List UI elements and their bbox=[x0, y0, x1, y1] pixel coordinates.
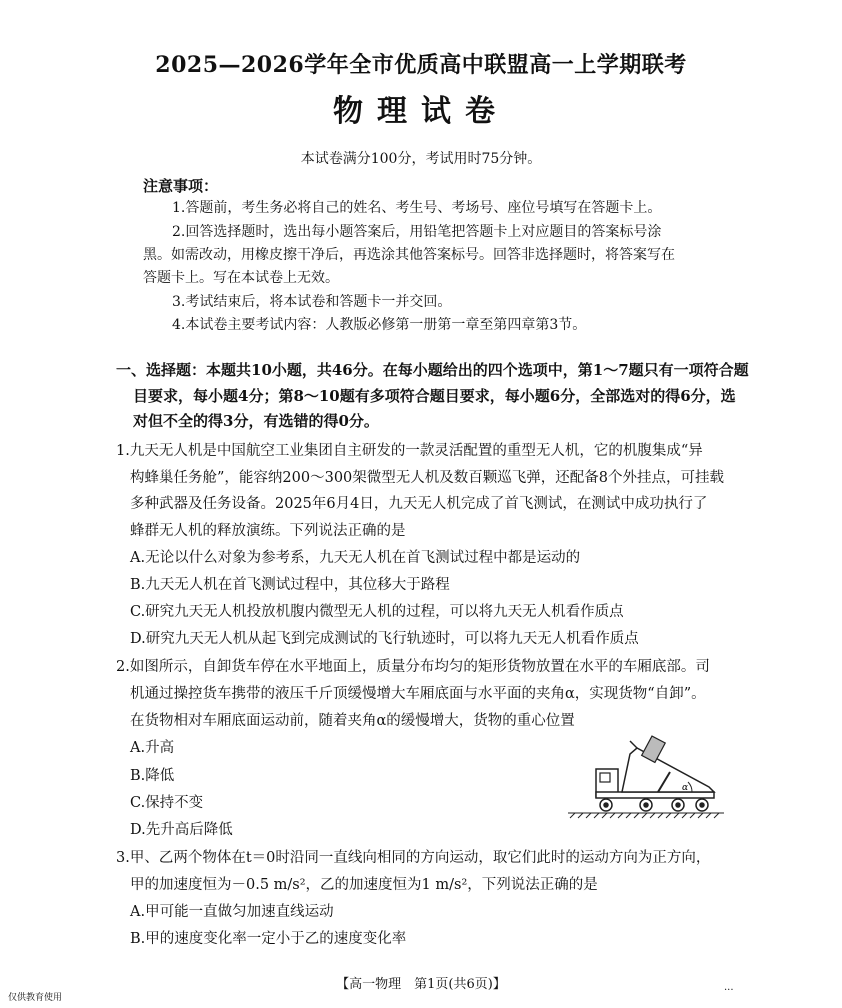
notice-line: 2.回答选择题时，选出每小题答案后，用铅笔把答题卡上对应题目的答案标号涂 bbox=[172, 224, 662, 240]
question-2-option-a: A.升高 bbox=[130, 740, 175, 756]
question-2-text: 机通过操控货车携带的液压千斤顶缓慢增大车厢底面与水平面的夹角α，实现货物“自卸”。 bbox=[130, 686, 706, 702]
question-2-text: 2.如图所示，自卸货车停在水平地面上，质量分布均匀的矩形货物放置在水平的车厢底部。司 bbox=[116, 659, 710, 675]
wheels bbox=[600, 799, 708, 811]
notice-line: 3.考试结束后，将本试卷和答题卡一并交回。 bbox=[172, 294, 452, 310]
dump-truck-figure bbox=[562, 734, 732, 820]
truck-chassis bbox=[596, 792, 714, 798]
section-heading: 对但不全的得3分，有选错的得0分。 bbox=[133, 412, 379, 430]
notice-line: 4.本试卷主要考试内容：人教版必修第一册第一章至第四章第3节。 bbox=[172, 317, 587, 333]
section-heading: 一、选择题：本题共10小题，共46分。在每小题给出的四个选项中，第1～7题只有一项符合题 bbox=[116, 361, 749, 379]
bed-back-wall bbox=[630, 741, 637, 748]
page-footer: 【高一物理 第1页(共6页)】 bbox=[336, 977, 506, 992]
question-1-option-b: B.九天无人机在首飞测试过程中，其位移大于路程 bbox=[130, 577, 450, 593]
notice-line: 答题卡上。写在本试卷上无效。 bbox=[143, 270, 339, 286]
question-2-text: 在货物相对车厢底面运动前，随着夹角α的缓慢增大，货物的重心位置 bbox=[130, 713, 575, 729]
exam-info: 本试卷满分100分，考试用时75分钟。 bbox=[300, 151, 542, 167]
question-1-option-c: C.研究九天无人机投放机腹内微型无人机的过程，可以将九天无人机看作质点 bbox=[130, 604, 624, 620]
footer-watermark: 仅供教育使用 bbox=[8, 993, 63, 1003]
angle-label: α bbox=[682, 783, 689, 793]
question-1-option-a: A.无论以什么对象为参考系，九天无人机在首飞测试过程中都是运动的 bbox=[130, 550, 581, 566]
cab-window bbox=[600, 773, 610, 782]
question-3-text: 甲的加速度恒为－0.5 m/s²，乙的加速度恒为1 m/s²，下列说法正确的是 bbox=[130, 877, 598, 893]
question-2-option-d: D.先升高后降低 bbox=[130, 822, 233, 838]
ground-hatch bbox=[568, 813, 724, 818]
question-2-option-c: C.保持不变 bbox=[130, 795, 204, 811]
question-2-option-b: B.降低 bbox=[130, 768, 175, 784]
subject-title: 物理试卷 bbox=[333, 94, 509, 129]
notice-line: 黑。如需改动，用橡皮擦干净后，再选涂其他答案标号。回答非选择题时，将答案写在 bbox=[143, 247, 675, 263]
question-3-option-b: B.甲的速度变化率一定小于乙的速度变化率 bbox=[130, 931, 407, 947]
question-1-text: 1.九天无人机是中国航空工业集团自主研发的一款灵活配置的重型无人机，它的机腹集成“异 bbox=[116, 443, 703, 459]
section-heading: 目要求，每小题4分；第8～10题有多项符合题目要求，每小题6分，全部选对的得6分，选 bbox=[133, 387, 736, 405]
tipped-bed bbox=[622, 748, 714, 792]
question-1-text: 蜂群无人机的释放演练。下列说法正确的是 bbox=[130, 523, 406, 539]
question-3-text: 3.甲、乙两个物体在t＝0时沿同一直线向相同的方向运动，取它们此时的运动方向为正方向， bbox=[116, 850, 711, 866]
exam-title: 2025—2026学年全市优质高中联盟高一上学期联考 bbox=[155, 52, 687, 78]
notice-heading: 注意事项： bbox=[143, 177, 219, 195]
question-1-option-d: D.研究九天无人机从起飞到完成测试的飞行轨迹时，可以将九天无人机看作质点 bbox=[130, 631, 639, 647]
footer-mark: ... bbox=[724, 982, 734, 993]
question-1-text: 多种武器及任务设备。2025年6月4日，九天无人机完成了首飞测试，在测试中成功执行了 bbox=[130, 496, 708, 512]
notice-line: 1.答题前，考生务必将自己的姓名、考生号、考场号、座位号填写在答题卡上。 bbox=[172, 200, 662, 216]
question-3-option-a: A.甲可能一直做匀加速直线运动 bbox=[130, 904, 334, 920]
question-1-text: 构蜂巢任务舱”，能容纳200～300架微型无人机及数百颗巡飞弹，还配备8个外挂点，可挂载 bbox=[130, 470, 724, 486]
